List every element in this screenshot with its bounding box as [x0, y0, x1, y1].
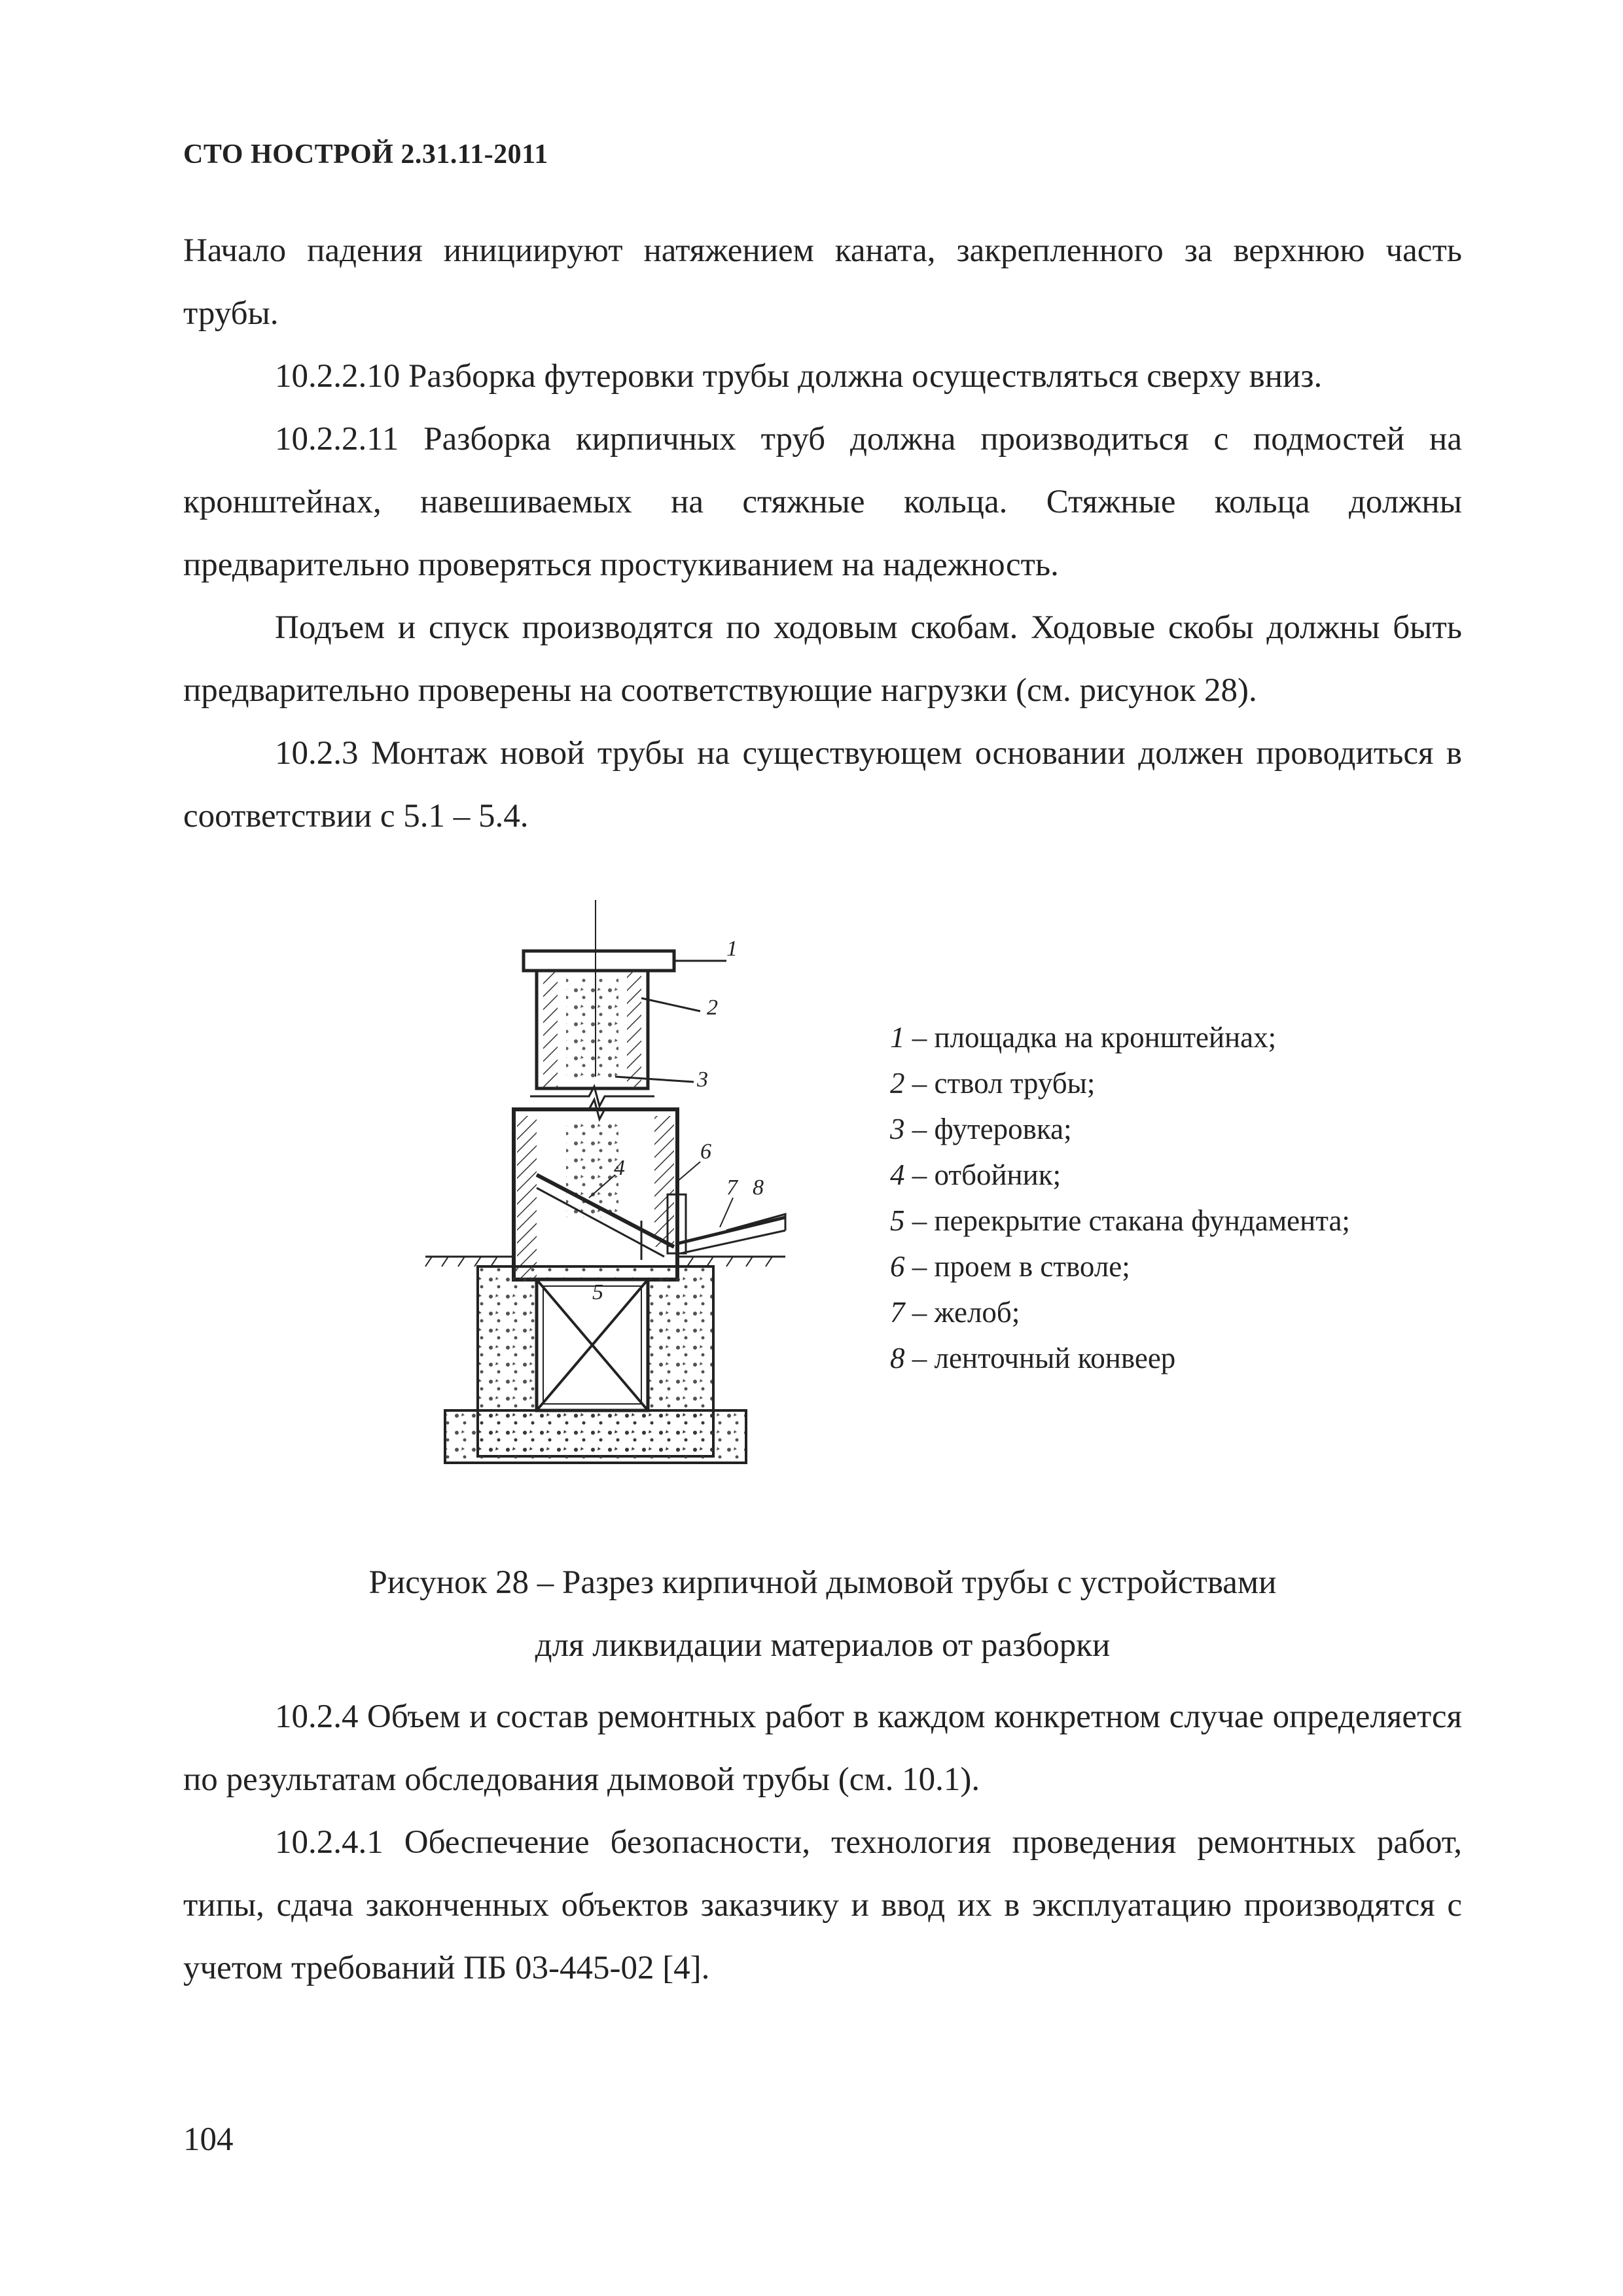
figure-label: 2	[707, 996, 718, 1020]
legend-item: 6 – проем в стволе;	[890, 1250, 1130, 1283]
legend-item: 7 – желоб;	[890, 1296, 1020, 1329]
legend-item: 1 – площадка на кронштейнах;	[890, 1021, 1277, 1054]
figure-label: 8	[753, 1175, 764, 1200]
figure-label: 3	[697, 1067, 708, 1092]
figure-label: 1	[726, 937, 738, 961]
text-block-top	[183, 219, 1462, 848]
figure-legend	[890, 1014, 1350, 1381]
paragraph: 10.2.4 Объем и состав ремонтных работ в каждом конкретном случае определяется по результатам обследования дымовой трубы (см. 10.1).	[183, 1698, 1462, 1798]
text-block-bottom	[183, 1685, 1462, 2000]
chimney-section-drawing	[419, 900, 890, 1476]
legend-item: 2 – ствол трубы;	[890, 1067, 1096, 1100]
caption-line: Рисунок 28 – Разрез кирпичной дымовой трубы с устройствами	[368, 1564, 1277, 1601]
legend-item: 8 – ленточный конвеер	[890, 1342, 1176, 1374]
page-number: 104	[183, 2121, 234, 2158]
figure-label: 5	[592, 1280, 603, 1304]
legend-item: 4 – отбойник;	[890, 1158, 1061, 1191]
legend-item: 5 – перекрытие стакана фундамента;	[890, 1204, 1350, 1237]
paragraph: 10.2.2.11 Разборка кирпичных труб должна производиться с подмостей на кронштейнах, навешиваемых на стяжные кольца. Стяжные кольца должны предварительно проверяться простукиванием на надежность.	[183, 421, 1462, 583]
paragraph: 10.2.4.1 Обеспечение безопасности, технология проведения ремонтных работ, типы, сдача законченных объектов заказчику и ввод их в эксплуатацию производятся с учетом требований ПБ 03-445-02 [4].	[183, 1824, 1462, 1986]
figure-label: 6	[700, 1139, 711, 1164]
paragraph: Начало падения инициируют натяжением каната, закрепленного за верхнюю часть трубы.	[183, 232, 1462, 332]
caption-line: для ликвидации материалов от разборки	[535, 1627, 1111, 1664]
document-header: СТО НОСТРОЙ 2.31.11-2011	[183, 139, 548, 170]
figure-caption	[183, 1551, 1462, 1677]
figure-label: 4	[614, 1156, 625, 1180]
paragraph: 10.2.2.10 Разборка футеровки трубы должна осуществляться сверху вниз.	[275, 358, 1323, 395]
paragraph: Подъем и спуск производятся по ходовым скобам. Ходовые скобы должны быть предварительно проверены на соответствующие нагрузки (см. рисунок 28).	[183, 609, 1462, 709]
legend-item: 3 – футеровка;	[890, 1113, 1072, 1145]
paragraph: 10.2.3 Монтаж новой трубы на существующем основании должен проводиться в соответствии с 5.1 – 5.4.	[183, 735, 1462, 834]
figure-label: 7	[726, 1175, 738, 1200]
